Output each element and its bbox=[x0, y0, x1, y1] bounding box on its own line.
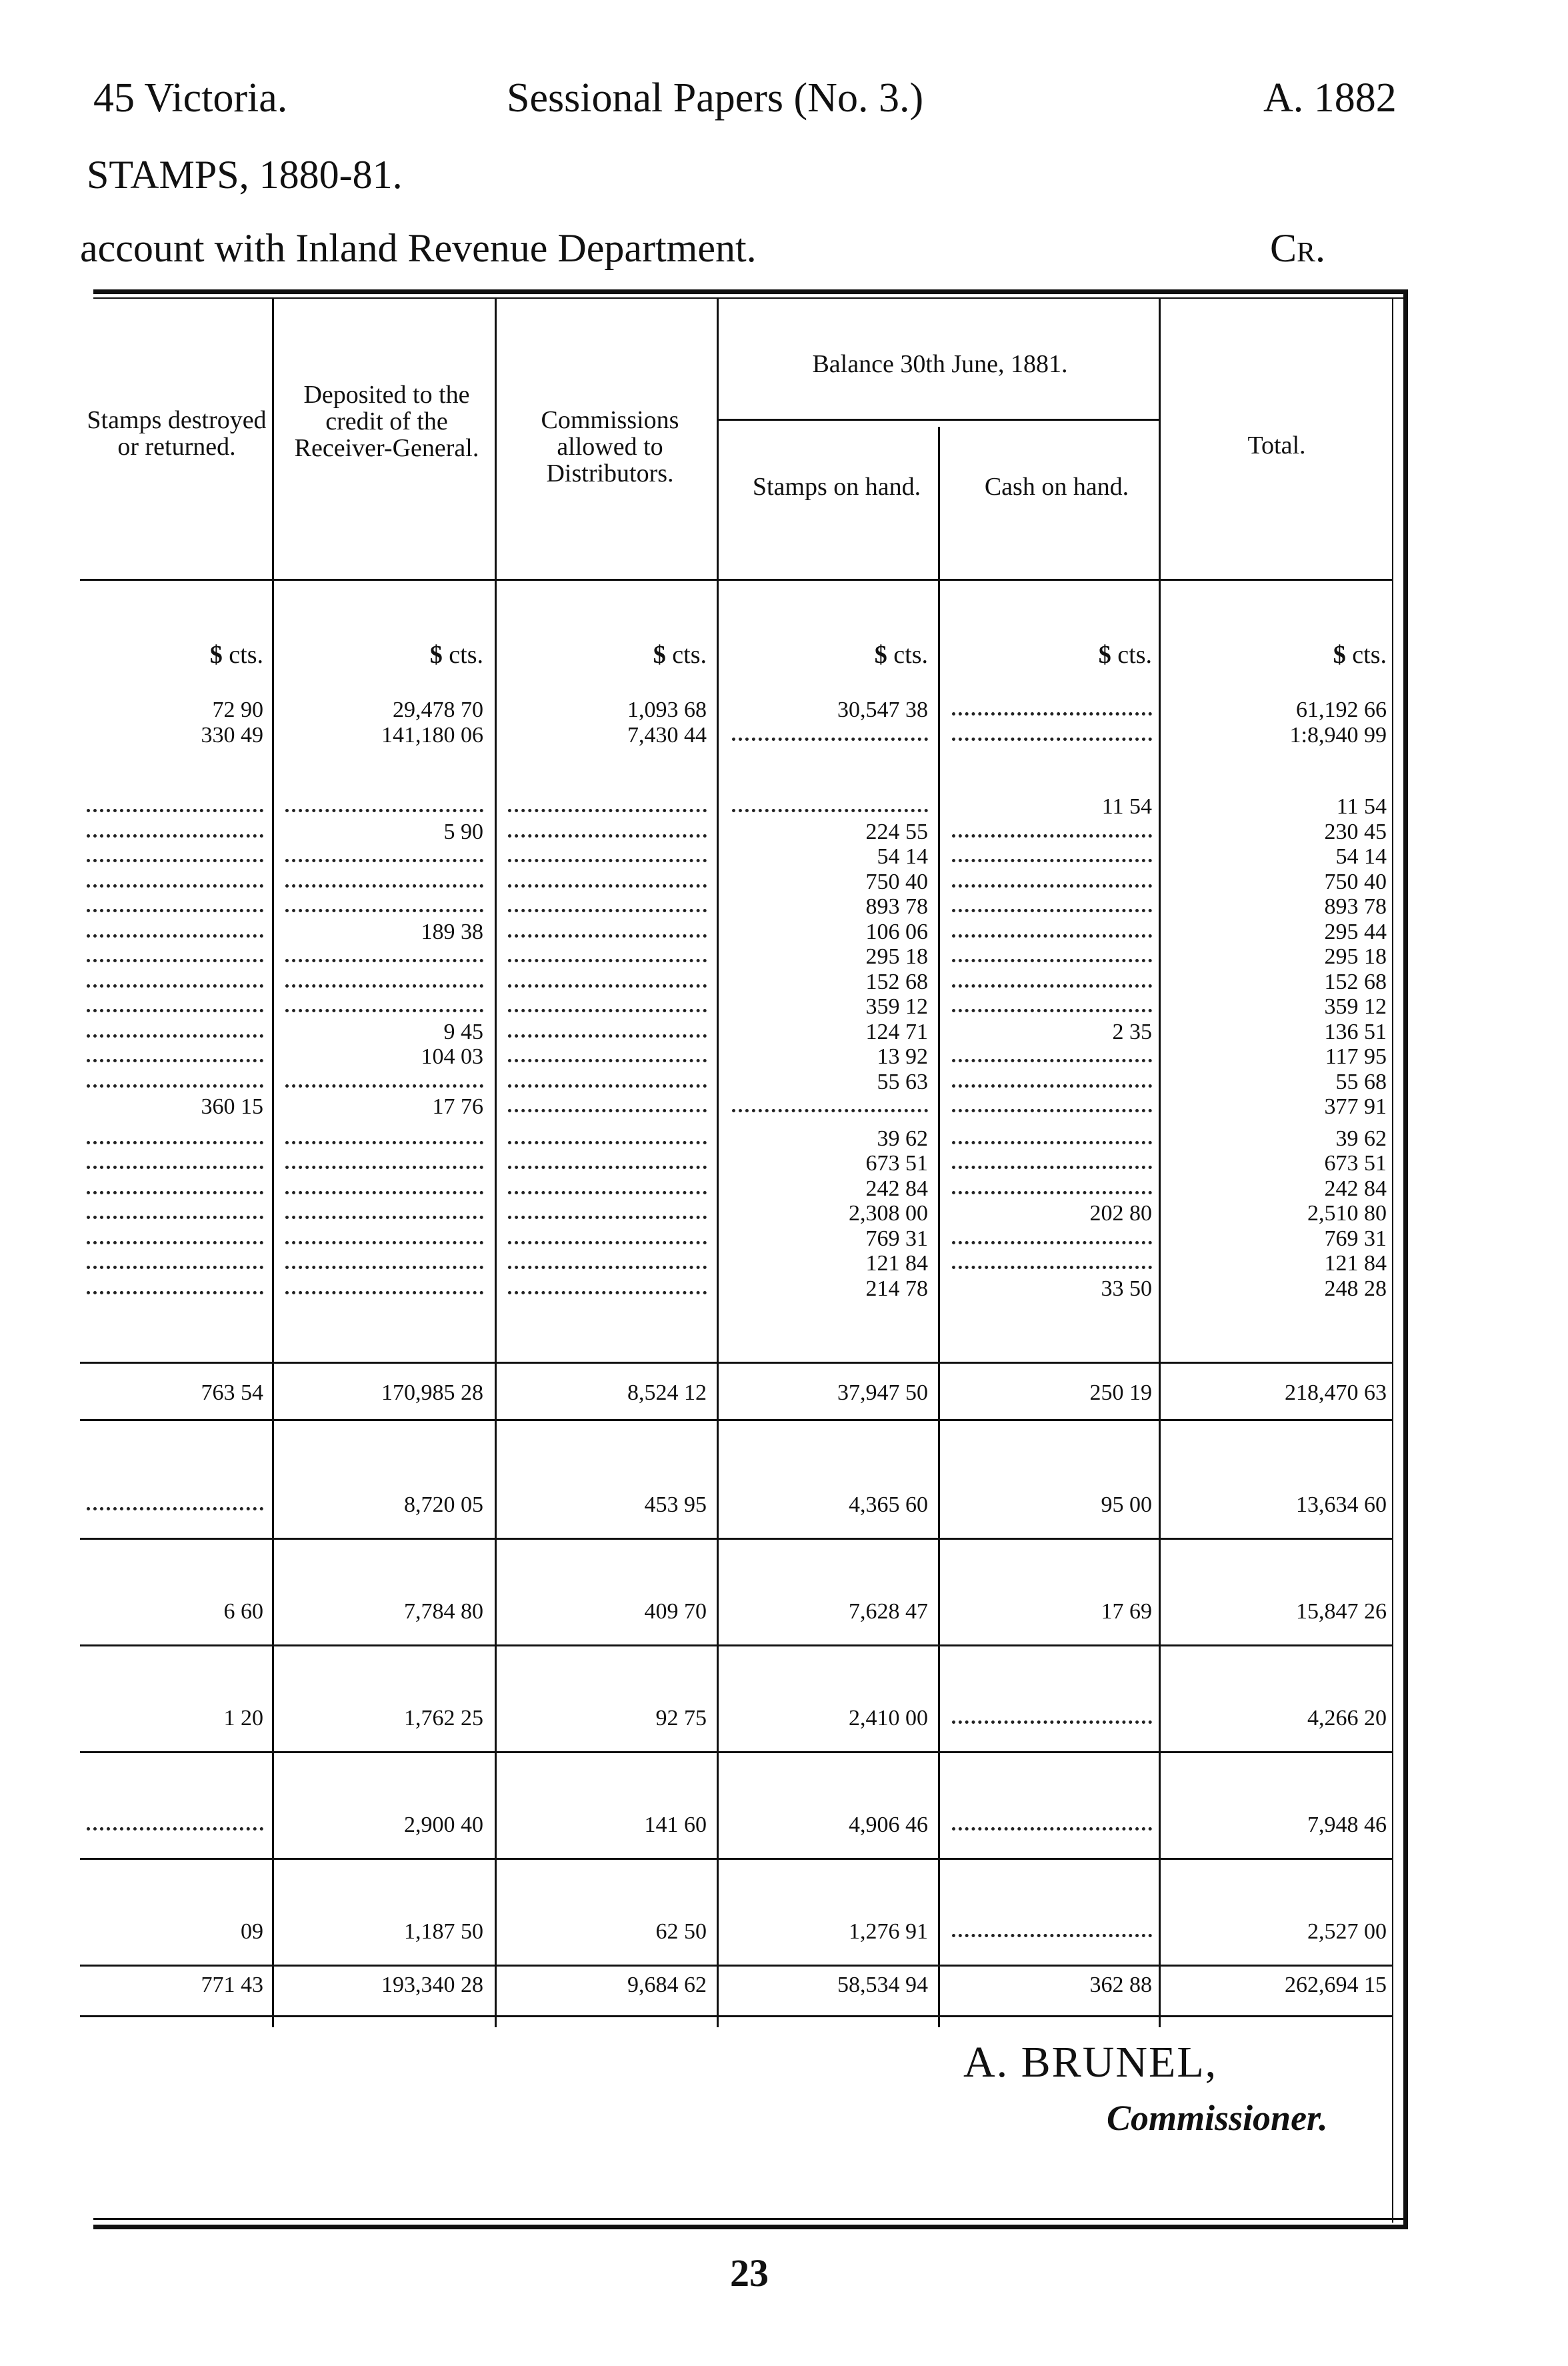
block-cell-stamps-destroyed: 09 bbox=[241, 1919, 263, 1944]
block-cell-deposited: 2,900 40 bbox=[404, 1813, 483, 1837]
dot-leader bbox=[952, 1827, 1152, 1831]
dot-leader bbox=[952, 1109, 1152, 1112]
row-rule bbox=[80, 2015, 1392, 2017]
dot-leader bbox=[285, 909, 483, 912]
page-number: 23 bbox=[730, 2251, 769, 2295]
block-cell-commissions: 409 70 bbox=[644, 1599, 707, 1624]
dot-leader bbox=[87, 984, 263, 988]
block-cell-commissions: 141 60 bbox=[644, 1813, 707, 1837]
row-cell-stamps-on-hand: 769 31 bbox=[865, 1226, 928, 1251]
dot-leader bbox=[732, 1109, 928, 1112]
dot-leader bbox=[508, 934, 707, 938]
col-stamps-destroyed: Stamps destroyed or returned. bbox=[87, 406, 267, 461]
subtotal-cell-deposited: 170,985 28 bbox=[381, 1380, 483, 1405]
grand-total-cell-deposited: 193,340 28 bbox=[381, 1973, 483, 1997]
row-cell-deposited: 9 45 bbox=[443, 1020, 483, 1044]
row-cell-total: 152 68 bbox=[1324, 970, 1387, 994]
dot-leader bbox=[285, 1084, 483, 1088]
block-cell-commissions: 453 95 bbox=[644, 1492, 707, 1517]
row-cell-cash-on-hand: 2 35 bbox=[1112, 1020, 1152, 1044]
unit-label-commissions bbox=[501, 640, 707, 670]
dot-leader bbox=[87, 809, 263, 812]
block-cell-total: 7,948 46 bbox=[1307, 1813, 1387, 1837]
dot-leader bbox=[508, 884, 707, 888]
col-stamps-on-hand: Stamps on hand. bbox=[752, 473, 921, 501]
row-cell-stamps-destroyed: 72 90 bbox=[212, 698, 263, 722]
header-bottom-rule bbox=[80, 579, 1392, 581]
dot-leader bbox=[952, 738, 1152, 741]
row-cell-commissions: 1,093 68 bbox=[627, 698, 707, 722]
row-cell-stamps-destroyed: 330 49 bbox=[201, 723, 263, 748]
dot-leader bbox=[952, 1166, 1152, 1169]
dot-leader bbox=[952, 1009, 1152, 1012]
dot-leader bbox=[285, 1266, 483, 1269]
row-cell-deposited: 104 03 bbox=[421, 1044, 483, 1069]
grand-total-cell-cash-on-hand: 362 88 bbox=[1089, 1973, 1152, 1997]
dot-leader bbox=[87, 1241, 263, 1244]
block-cell-cash-on-hand: 17 69 bbox=[1101, 1599, 1152, 1624]
row-cell-stamps-on-hand: 39 62 bbox=[877, 1126, 928, 1151]
dot-leader bbox=[285, 809, 483, 812]
dot-leader bbox=[87, 1166, 263, 1169]
block-cell-commissions: 92 75 bbox=[655, 1706, 707, 1730]
row-cell-total: 673 51 bbox=[1324, 1151, 1387, 1176]
row-cell-total: 136 51 bbox=[1324, 1020, 1387, 1044]
row-cell-stamps-on-hand: 124 71 bbox=[865, 1020, 928, 1044]
row-cell-total: 242 84 bbox=[1324, 1176, 1387, 1201]
grand-total-cell-total: 262,694 15 bbox=[1285, 1973, 1387, 1997]
row-cell-deposited: 141,180 06 bbox=[381, 723, 483, 748]
col-sep-4 bbox=[938, 427, 940, 2027]
cents-label: cts. bbox=[1117, 641, 1152, 669]
dot-leader bbox=[508, 1009, 707, 1012]
row-cell-total: 377 91 bbox=[1324, 1094, 1387, 1119]
row-cell-stamps-on-hand: 359 12 bbox=[865, 994, 928, 1019]
subtotal-cell-total: 218,470 63 bbox=[1285, 1380, 1387, 1405]
row-cell-stamps-on-hand: 121 84 bbox=[865, 1251, 928, 1276]
dot-leader bbox=[87, 1507, 263, 1510]
dot-leader bbox=[508, 1166, 707, 1169]
subtotal-cell-commissions: 8,524 12 bbox=[627, 1380, 707, 1405]
row-rule bbox=[80, 1419, 1392, 1421]
block-cell-stamps-on-hand: 1,276 91 bbox=[849, 1919, 928, 1944]
col-sep-2 bbox=[495, 299, 497, 2027]
cents-label: cts. bbox=[229, 641, 263, 669]
col-sep-3 bbox=[717, 299, 719, 2027]
dot-leader bbox=[508, 859, 707, 862]
row-cell-stamps-on-hand: 893 78 bbox=[865, 894, 928, 919]
dot-leader bbox=[285, 984, 483, 988]
dot-leader bbox=[87, 934, 263, 938]
dot-leader bbox=[508, 1191, 707, 1194]
row-cell-cash-on-hand: 33 50 bbox=[1101, 1276, 1152, 1301]
signature-name: A. BRUNEL, bbox=[963, 2038, 1218, 2087]
row-cell-total: 61,192 66 bbox=[1296, 698, 1387, 722]
dot-leader bbox=[952, 1934, 1152, 1937]
row-rule bbox=[80, 1538, 1392, 1540]
block-cell-deposited: 1,187 50 bbox=[404, 1919, 483, 1944]
grand-total-cell-commissions: 9,684 62 bbox=[627, 1973, 707, 1997]
row-cell-stamps-on-hand: 242 84 bbox=[865, 1176, 928, 1201]
row-cell-total: 295 18 bbox=[1324, 944, 1387, 969]
dollar-sign: $ bbox=[653, 641, 673, 669]
signature-title: Commissioner. bbox=[1107, 2098, 1328, 2138]
row-rule bbox=[80, 1965, 1392, 1967]
dot-leader bbox=[952, 959, 1152, 962]
dot-leader bbox=[87, 959, 263, 962]
unit-label-deposited bbox=[279, 640, 483, 670]
block-cell-deposited: 8,720 05 bbox=[404, 1492, 483, 1517]
dot-leader bbox=[285, 1216, 483, 1219]
col-sep-5 bbox=[1159, 299, 1161, 2027]
col-cash-on-hand: Cash on hand. bbox=[984, 473, 1129, 501]
row-rule bbox=[80, 1858, 1392, 1860]
row-cell-total: 121 84 bbox=[1324, 1251, 1387, 1276]
dot-leader bbox=[508, 1241, 707, 1244]
dollar-sign: $ bbox=[429, 641, 449, 669]
dollar-sign: $ bbox=[874, 641, 894, 669]
dot-leader bbox=[87, 1059, 263, 1062]
balance-group-rule bbox=[719, 419, 1159, 421]
row-cell-stamps-on-hand: 2,308 00 bbox=[849, 1201, 928, 1226]
dot-leader bbox=[87, 859, 263, 862]
row-cell-cash-on-hand: 202 80 bbox=[1089, 1201, 1152, 1226]
row-cell-deposited: 5 90 bbox=[443, 820, 483, 844]
dot-leader bbox=[285, 1291, 483, 1294]
row-cell-total: 230 45 bbox=[1324, 820, 1387, 844]
account-line: account with Inland Revenue Department. bbox=[80, 226, 757, 270]
header-right: A. 1882 bbox=[1263, 75, 1397, 121]
block-cell-stamps-destroyed: 1 20 bbox=[223, 1706, 263, 1730]
dot-leader bbox=[732, 809, 928, 812]
dot-leader bbox=[285, 1141, 483, 1144]
dot-leader bbox=[952, 1241, 1152, 1244]
grand-total-cell-stamps-destroyed: 771 43 bbox=[201, 1973, 263, 1997]
row-cell-total: 117 95 bbox=[1325, 1044, 1387, 1069]
row-cell-stamps-on-hand: 152 68 bbox=[865, 970, 928, 994]
dot-leader bbox=[952, 884, 1152, 888]
dot-leader bbox=[952, 1720, 1152, 1724]
table-top-rule bbox=[93, 289, 1403, 294]
dot-leader bbox=[952, 712, 1152, 716]
dot-leader bbox=[87, 1191, 263, 1194]
dot-leader bbox=[952, 909, 1152, 912]
dot-leader bbox=[87, 834, 263, 838]
dot-leader bbox=[508, 1084, 707, 1088]
dot-leader bbox=[508, 1216, 707, 1219]
dot-leader bbox=[952, 984, 1152, 988]
dot-leader bbox=[285, 1009, 483, 1012]
unit-label-cash-on-hand bbox=[945, 640, 1152, 670]
dot-leader bbox=[87, 1827, 263, 1831]
row-cell-stamps-on-hand: 55 63 bbox=[877, 1070, 928, 1094]
dot-leader bbox=[952, 934, 1152, 938]
row-cell-total: 54 14 bbox=[1335, 844, 1387, 869]
row-cell-commissions: 7,430 44 bbox=[627, 723, 707, 748]
block-cell-deposited: 7,784 80 bbox=[404, 1599, 483, 1624]
block-cell-stamps-on-hand: 4,906 46 bbox=[849, 1813, 928, 1837]
row-cell-total: 1:8,940 99 bbox=[1289, 723, 1387, 748]
row-cell-total: 248 28 bbox=[1324, 1276, 1387, 1301]
block-cell-deposited: 1,762 25 bbox=[404, 1706, 483, 1730]
unit-label-stamps-destroyed bbox=[80, 640, 263, 670]
dollar-sign: $ bbox=[1333, 641, 1353, 669]
cents-label: cts. bbox=[672, 641, 707, 669]
dot-leader bbox=[87, 1266, 263, 1269]
unit-label-total bbox=[1165, 640, 1387, 670]
cents-label: cts. bbox=[1352, 641, 1387, 669]
dot-leader bbox=[285, 884, 483, 888]
bottom-rule-thin bbox=[93, 2218, 1408, 2220]
dot-leader bbox=[508, 1059, 707, 1062]
row-cell-stamps-on-hand: 54 14 bbox=[877, 844, 928, 869]
row-rule bbox=[80, 1644, 1392, 1646]
dot-leader bbox=[87, 1084, 263, 1088]
block-cell-stamps-on-hand: 7,628 47 bbox=[849, 1599, 928, 1624]
row-cell-stamps-on-hand: 30,547 38 bbox=[837, 698, 928, 722]
dot-leader bbox=[87, 884, 263, 888]
subtitle: STAMPS, 1880-81. bbox=[87, 153, 403, 197]
row-cell-total: 39 62 bbox=[1335, 1126, 1387, 1151]
row-cell-total: 11 54 bbox=[1336, 794, 1387, 819]
block-cell-total: 4,266 20 bbox=[1307, 1706, 1387, 1730]
bottom-rule bbox=[93, 2225, 1408, 2229]
row-cell-stamps-on-hand: 750 40 bbox=[865, 870, 928, 894]
col-deposited: Deposited to the credit of the Receiver-General. bbox=[294, 381, 479, 462]
row-cell-total: 359 12 bbox=[1324, 994, 1387, 1019]
row-rule bbox=[80, 1362, 1392, 1364]
dot-leader bbox=[87, 1034, 263, 1038]
dot-leader bbox=[508, 1141, 707, 1144]
row-cell-total: 769 31 bbox=[1324, 1226, 1387, 1251]
row-cell-stamps-on-hand: 13 92 bbox=[877, 1044, 928, 1069]
dot-leader bbox=[285, 959, 483, 962]
dot-leader bbox=[87, 1216, 263, 1219]
table-right-border-thin bbox=[1392, 299, 1393, 2223]
dot-leader bbox=[285, 1191, 483, 1194]
row-cell-total: 893 78 bbox=[1324, 894, 1387, 919]
row-cell-stamps-on-hand: 673 51 bbox=[865, 1151, 928, 1176]
dot-leader bbox=[87, 1141, 263, 1144]
block-cell-cash-on-hand: 95 00 bbox=[1101, 1492, 1152, 1517]
dot-leader bbox=[952, 1141, 1152, 1144]
col-commissions: Commissions allowed to Distributors. bbox=[541, 406, 679, 487]
dot-leader bbox=[508, 1034, 707, 1038]
dot-leader bbox=[285, 859, 483, 862]
dollar-sign: $ bbox=[1098, 641, 1118, 669]
unit-label-stamps-on-hand bbox=[725, 640, 928, 670]
dot-leader bbox=[87, 1009, 263, 1012]
dot-leader bbox=[508, 1266, 707, 1269]
block-cell-total: 2,527 00 bbox=[1307, 1919, 1387, 1944]
subtotal-cell-stamps-destroyed: 763 54 bbox=[201, 1380, 263, 1405]
table-top-rule-thin bbox=[93, 297, 1403, 299]
dot-leader bbox=[952, 1084, 1152, 1088]
dot-leader bbox=[87, 1291, 263, 1294]
row-cell-stamps-on-hand: 224 55 bbox=[865, 820, 928, 844]
row-cell-stamps-destroyed: 360 15 bbox=[201, 1094, 263, 1119]
row-rule bbox=[80, 1751, 1392, 1753]
header-center: Sessional Papers (No. 3.) bbox=[507, 75, 924, 121]
dollar-sign: $ bbox=[209, 641, 229, 669]
dot-leader bbox=[508, 1109, 707, 1112]
dot-leader bbox=[87, 909, 263, 912]
row-cell-stamps-on-hand: 106 06 bbox=[865, 920, 928, 944]
dot-leader bbox=[285, 1166, 483, 1169]
row-cell-total: 2,510 80 bbox=[1307, 1201, 1387, 1226]
block-cell-stamps-on-hand: 2,410 00 bbox=[849, 1706, 928, 1730]
dot-leader bbox=[508, 1291, 707, 1294]
subtotal-cell-cash-on-hand: 250 19 bbox=[1089, 1380, 1152, 1405]
cr-label: Cr. bbox=[1270, 226, 1326, 270]
dot-leader bbox=[952, 859, 1152, 862]
dot-leader bbox=[508, 984, 707, 988]
block-cell-commissions: 62 50 bbox=[655, 1919, 707, 1944]
block-cell-total: 13,634 60 bbox=[1296, 1492, 1387, 1517]
dot-leader bbox=[508, 959, 707, 962]
dot-leader bbox=[285, 1241, 483, 1244]
row-cell-cash-on-hand: 11 54 bbox=[1101, 794, 1152, 819]
row-cell-total: 750 40 bbox=[1324, 870, 1387, 894]
row-cell-deposited: 29,478 70 bbox=[393, 698, 483, 722]
block-cell-stamps-on-hand: 4,365 60 bbox=[849, 1492, 928, 1517]
row-cell-deposited: 17 76 bbox=[432, 1094, 483, 1119]
cents-label: cts. bbox=[449, 641, 483, 669]
block-cell-stamps-destroyed: 6 60 bbox=[223, 1599, 263, 1624]
subtotal-cell-stamps-on-hand: 37,947 50 bbox=[837, 1380, 928, 1405]
col-total: Total. bbox=[1247, 431, 1306, 459]
dot-leader bbox=[952, 1266, 1152, 1269]
grand-total-cell-stamps-on-hand: 58,534 94 bbox=[837, 1973, 928, 1997]
table-right-border bbox=[1403, 289, 1408, 2227]
block-cell-total: 15,847 26 bbox=[1296, 1599, 1387, 1624]
row-cell-total: 55 68 bbox=[1335, 1070, 1387, 1094]
row-cell-stamps-on-hand: 214 78 bbox=[865, 1276, 928, 1301]
dot-leader bbox=[952, 1191, 1152, 1194]
dot-leader bbox=[952, 1059, 1152, 1062]
dot-leader bbox=[952, 834, 1152, 838]
row-cell-stamps-on-hand: 295 18 bbox=[865, 944, 928, 969]
row-cell-deposited: 189 38 bbox=[421, 920, 483, 944]
dot-leader bbox=[508, 834, 707, 838]
dot-leader bbox=[508, 909, 707, 912]
dot-leader bbox=[508, 809, 707, 812]
col-sep-1 bbox=[272, 299, 274, 2027]
header-left: 45 Victoria. bbox=[93, 75, 288, 121]
col-balance-group: Balance 30th June, 1881. bbox=[812, 350, 1068, 378]
row-cell-total: 295 44 bbox=[1324, 920, 1387, 944]
dot-leader bbox=[732, 738, 928, 741]
cents-label: cts. bbox=[893, 641, 928, 669]
